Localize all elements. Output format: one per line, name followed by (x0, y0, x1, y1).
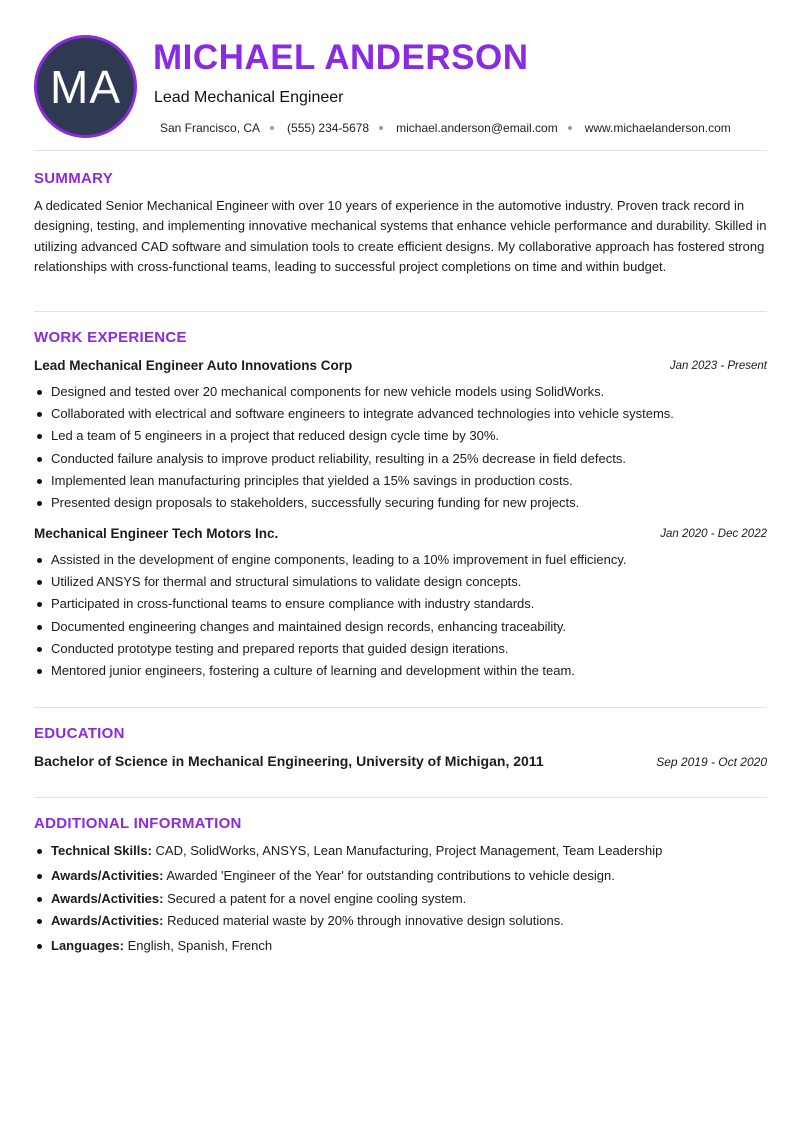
item-label: Technical Skills: (51, 843, 152, 858)
job-header (34, 358, 767, 378)
work-experience-heading: WORK EXPERIENCE (34, 329, 187, 346)
item-label: Awards/Activities: (51, 913, 164, 928)
candidate-name: MICHAEL ANDERSON (153, 38, 529, 77)
contact-email[interactable]: michael.anderson@email.com (396, 121, 558, 135)
job-dates: Jan 2023 - Present (669, 360, 767, 372)
item-value: CAD, SolidWorks, ANSYS, Lean Manufacturing, Project Management, Team Leadership (151, 843, 663, 858)
contact-line (160, 121, 731, 135)
divider (34, 707, 767, 708)
divider (34, 311, 767, 312)
list-item: Conducted prototype testing and prepared reports that guided design iterations. (34, 638, 767, 660)
list-item: Presented design proposals to stakeholders, successfully securing funding for new projects. (34, 492, 767, 514)
job-header (34, 526, 767, 546)
list-item (34, 913, 767, 938)
list-item: Led a team of 5 engineers in a project that reduced design cycle time by 30%. (34, 425, 767, 447)
job-title: Lead Mechanical Engineer Auto Innovations Corp (34, 358, 353, 373)
list-item: Designed and tested over 20 mechanical components for new vehicle models using SolidWorks. (34, 381, 767, 403)
avatar (34, 35, 137, 138)
list-item: Participated in cross-functional teams to ensure compliance with industry standards. (34, 593, 767, 615)
divider (34, 797, 767, 798)
education-heading: EDUCATION (34, 725, 125, 742)
job-title: Mechanical Engineer Tech Motors Inc. (34, 526, 279, 541)
list-item (34, 938, 767, 960)
separator-dot (270, 126, 274, 130)
contact-location: San Francisco, CA (160, 121, 261, 135)
item-label: Languages: (51, 938, 124, 953)
additional-info-heading: ADDITIONAL INFORMATION (34, 815, 242, 832)
list-item (34, 843, 767, 868)
list-item: Mentored junior engineers, fostering a culture of learning and development within the team. (34, 660, 767, 682)
contact-website[interactable]: www.michaelanderson.com (584, 121, 731, 135)
item-label: Awards/Activities: (51, 891, 164, 906)
contact-phone[interactable]: (555) 234-5678 (287, 121, 370, 135)
degree: Bachelor of Science in Mechanical Engineering, University of Michigan, 2011 (34, 753, 544, 769)
divider (34, 150, 767, 151)
avatar-initials: MA (50, 60, 121, 113)
item-value: Secured a patent for a novel engine cooling system. (163, 891, 467, 906)
additional-info-list (34, 843, 767, 960)
list-item (34, 891, 767, 913)
item-value: English, Spanish, French (123, 938, 273, 953)
item-label: Awards/Activities: (51, 868, 164, 883)
candidate-title: Lead Mechanical Engineer (154, 89, 344, 106)
item-value: Reduced material waste by 20% through innovative design solutions. (163, 913, 564, 928)
item-value: Awarded 'Engineer of the Year' for outstanding contributions to vehicle design. (163, 868, 615, 883)
job-dates: Jan 2020 - Dec 2022 (660, 528, 767, 540)
separator-dot (568, 126, 572, 130)
job-bullets (34, 381, 767, 514)
education-dates: Sep 2019 - Oct 2020 (656, 755, 767, 769)
list-item: Utilized ANSYS for thermal and structural simulations to validate design concepts. (34, 571, 767, 593)
list-item: Implemented lean manufacturing principles that yielded a 15% savings in production costs. (34, 470, 767, 492)
education-entry (34, 753, 767, 773)
summary-text: A dedicated Senior Mechanical Engineer with over 10 years of experience in the automotive industry. Proven track record in designing, testing, and implementing innovative mechanical systems that enhance vehicle performance and durability. Skilled in utilizing advanced CAD software and simulation tools to create efficient designs. My collaborative approach has fostered strong relationships with cross-functional teams, leading to successful project completions on time and within budget. (34, 198, 767, 274)
list-item: Assisted in the development of engine components, leading to a 10% improvement in fuel efficiency. (34, 549, 767, 571)
list-item: Documented engineering changes and maintained design records, enhancing traceability. (34, 616, 767, 638)
list-item: Collaborated with electrical and software engineers to integrate advanced technologies into vehicle systems. (34, 403, 767, 425)
list-item (34, 868, 767, 891)
job-bullets (34, 549, 767, 682)
separator-dot (379, 126, 383, 130)
summary-heading: SUMMARY (34, 170, 114, 187)
list-item: Conducted failure analysis to improve product reliability, resulting in a 25% decrease in field defects. (34, 448, 767, 470)
